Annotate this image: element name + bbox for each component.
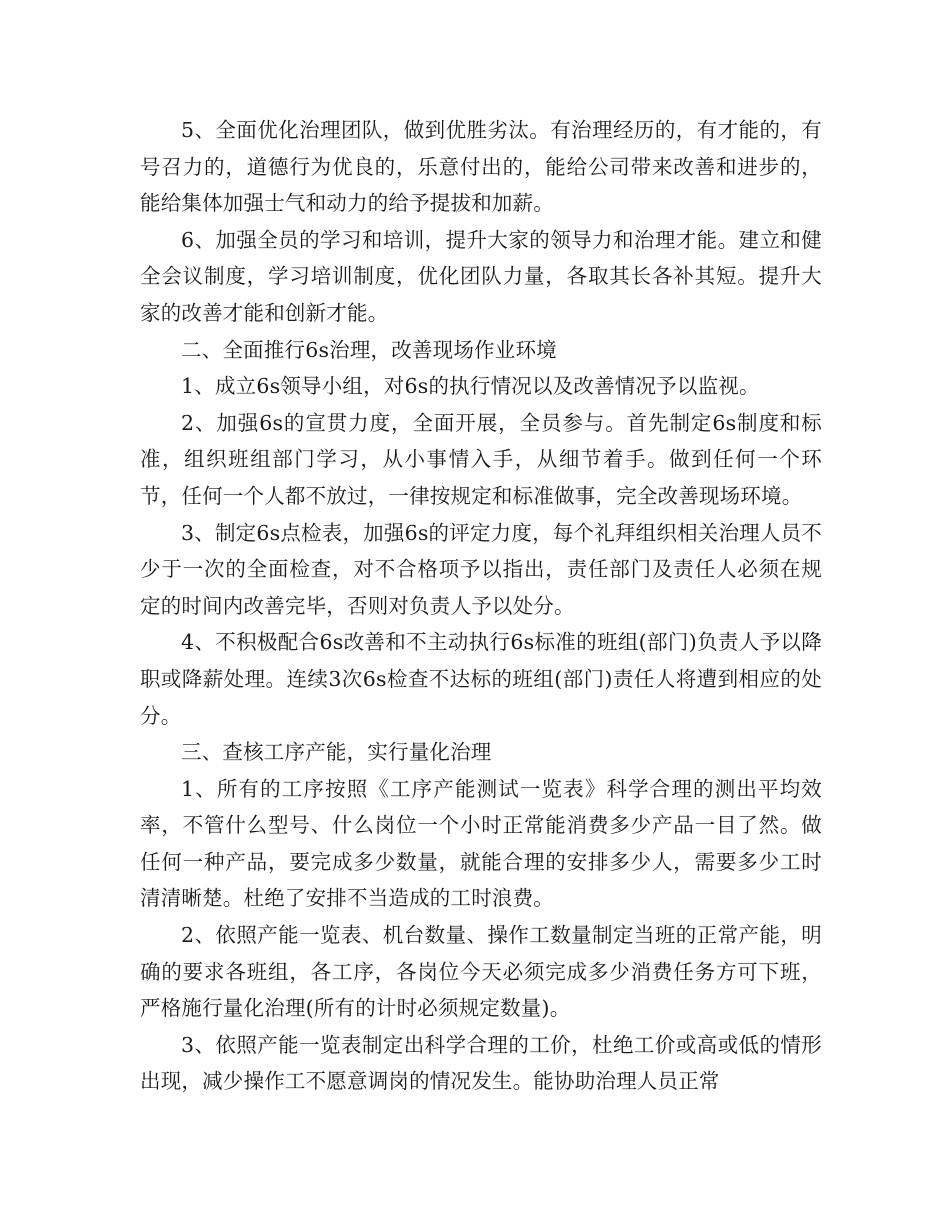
paragraph-6s-promotion: 2、加强6s的宣贯力度，全面开展，全员参与。首先制定6s制度和标准，组织班组部门学习，从小事情入手，从细节着手。做到任何一个环节，任何一个人都不放过，一律按规定和标准做事，完全改善现场环境。 — [140, 410, 822, 508]
paragraph-team-optimization: 5、全面优化治理团队，做到优胜劣汰。有治理经历的，有才能的，有号召力的，道德行为优良的，乐意付出的，能给公司带来改善和进步的，能给集体加强士气和动力的给予提拔和加薪。 — [140, 118, 822, 216]
paragraph-capacity-test: 1、所有的工序按照《工序产能测试一览表》科学合理的测出平均效率，不管什么型号、什么岗位一个小时正常能消费多少产品一目了然。做任何一种产品，要完成多少数量，就能合理的安排多少人，需要多少工时清清晰楚。杜绝了安排不当造成的工时浪费。 — [140, 776, 822, 911]
paragraph-training: 6、加强全员的学习和培训，提升大家的领导力和治理才能。建立和健全会议制度，学习培训制度，优化团队力量，各取其长各补其短。提升大家的改善才能和创新才能。 — [140, 227, 822, 325]
document-body — [140, 112, 822, 1100]
paragraph-capacity-wages: 3、依照产能一览表制定出科学合理的工价，杜绝工价或高或低的情形出现，减少操作工不愿意调岗的情况发生。能协助治理人员正常 — [140, 1032, 822, 1094]
paragraph-6s-checklist: 3、制定6s点检表，加强6s的评定力度，每个礼拜组织相关治理人员不少于一次的全面检查，对不合格项予以指出，责任部门及责任人必须在规定的时间内改善完毕，否则对负责人予以处分。 — [140, 520, 822, 618]
section-heading-capacity: 三、查核工序产能，实行量化治理 — [181, 740, 492, 765]
paragraph-6s-penalty: 4、不积极配合6s改善和不主动执行6s标准的班组(部门)负责人予以降职或降薪处理。连续3次6s检查不达标的班组(部门)责任人将遭到相应的处分。 — [140, 630, 822, 728]
section-heading-6s: 二、全面推行6s治理，改善现场作业环境 — [181, 337, 557, 362]
paragraph-capacity-quota: 2、依照产能一览表、机台数量、操作工数量制定当班的正常产能，明确的要求各班组，各工序，各岗位今天必须完成多少消费任务方可下班，严格施行量化治理(所有的计时必须规定数量)。 — [140, 923, 822, 1021]
paragraph-6s-group: 1、成立6s领导小组，对6s的执行情况以及改善情况予以监视。 — [181, 374, 760, 399]
